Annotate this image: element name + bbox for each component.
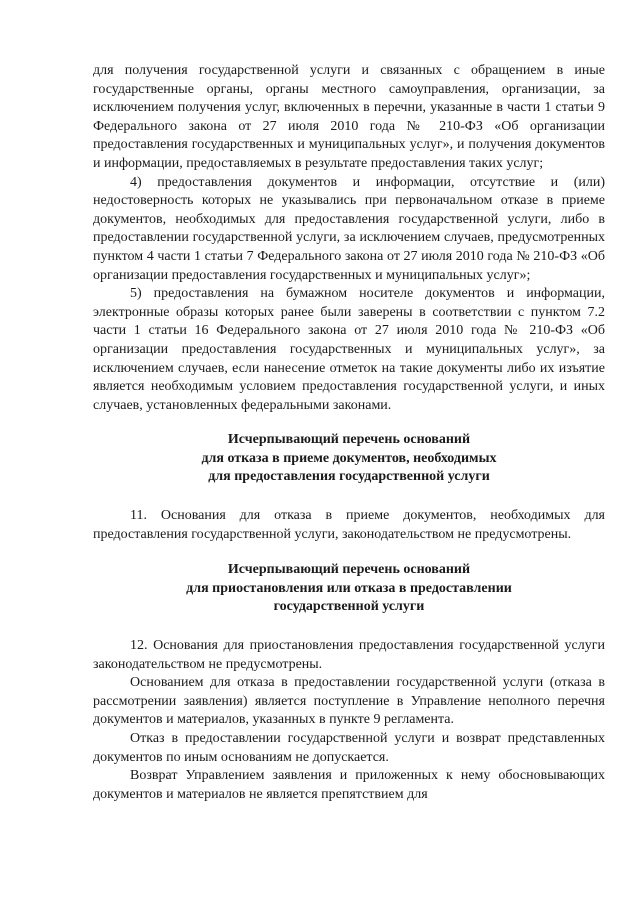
paragraph-refusal-basis: Основанием для отказа в предоставлении государственной услуги (отказа в рассмотрении заявления) является поступление в Управление неполного перечня документов и материалов, указанных в пункте 9 регламента. <box>93 675 605 728</box>
heading-line: для приостановления или отказа в предоставлении <box>186 580 512 596</box>
section-heading-suspension-refusal <box>93 561 605 617</box>
paragraph-11: 11. Основания для отказа в приеме документов, необходимых для предоставления государственной услуги, законодательством не предусмотрены. <box>93 508 605 542</box>
heading-line: государственной услуги <box>273 599 425 615</box>
heading-line: Исчерпывающий перечень оснований <box>227 432 471 448</box>
paragraph-return-of-application: Возврат Управлением заявления и приложенных к нему обосновывающих документов и материалов не является препятствием для <box>93 768 605 802</box>
heading-line: для отказа в приеме документов, необходимых <box>201 450 497 466</box>
paragraph-refusal-other-grounds: Отказ в предоставлении государственной услуги и возврат представленных документов по иным основаниям не допускается. <box>93 731 605 765</box>
heading-line: для предоставления государственной услуги <box>208 469 490 485</box>
section-heading-refusal-acceptance <box>93 431 605 487</box>
paragraph-12: 12. Основания для приостановления предоставления государственной услуги законодательством не предусмотрены. <box>93 638 605 672</box>
paragraph-intro-continuation: для получения государственной услуги и связанных с обращением в иные государственные органы, органы местного самоуправления, организации, за исключением получения услуг, включенных в перечни, указанные в части 1 статьи 9 Федерального закона от 27 июля 2010 года № 210-ФЗ «Об организации предоставления государственных и муниципальных услуг», и получения документов и информации, предоставляемых в результате предоставления таких услуг; <box>93 63 605 171</box>
heading-line: Исчерпывающий перечень оснований <box>227 562 471 578</box>
paragraph-item-4: 4) предоставления документов и информации, отсутствие и (или) недостоверность которых не указывались при первоначальном отказе в приеме документов, необходимых для предоставления государственной услуги, либо в предоставлении государственной услуги, за исключением случаев, предусмотренных пунктом 4 части 1 статьи 7 Федерального закона от 27 июля 2010 года № 210-ФЗ «Об организации предоставления государственных и муниципальных услуг»; <box>93 174 605 283</box>
paragraph-item-5: 5) предоставления на бумажном носителе документов и информации, электронные образы которых ранее были заверены в соответствии с пунктом 7.2 части 1 статьи 16 Федерального закона от 27 июля 2010 года № 210-ФЗ «Об организации предоставления государственных и муниципальных услуг», за исключением случаев, если нанесение отметок на такие документы либо их изъятие является необходимым условием предоставления государственной услуги, и иных случаев, установленных федеральными законами. <box>93 286 605 413</box>
